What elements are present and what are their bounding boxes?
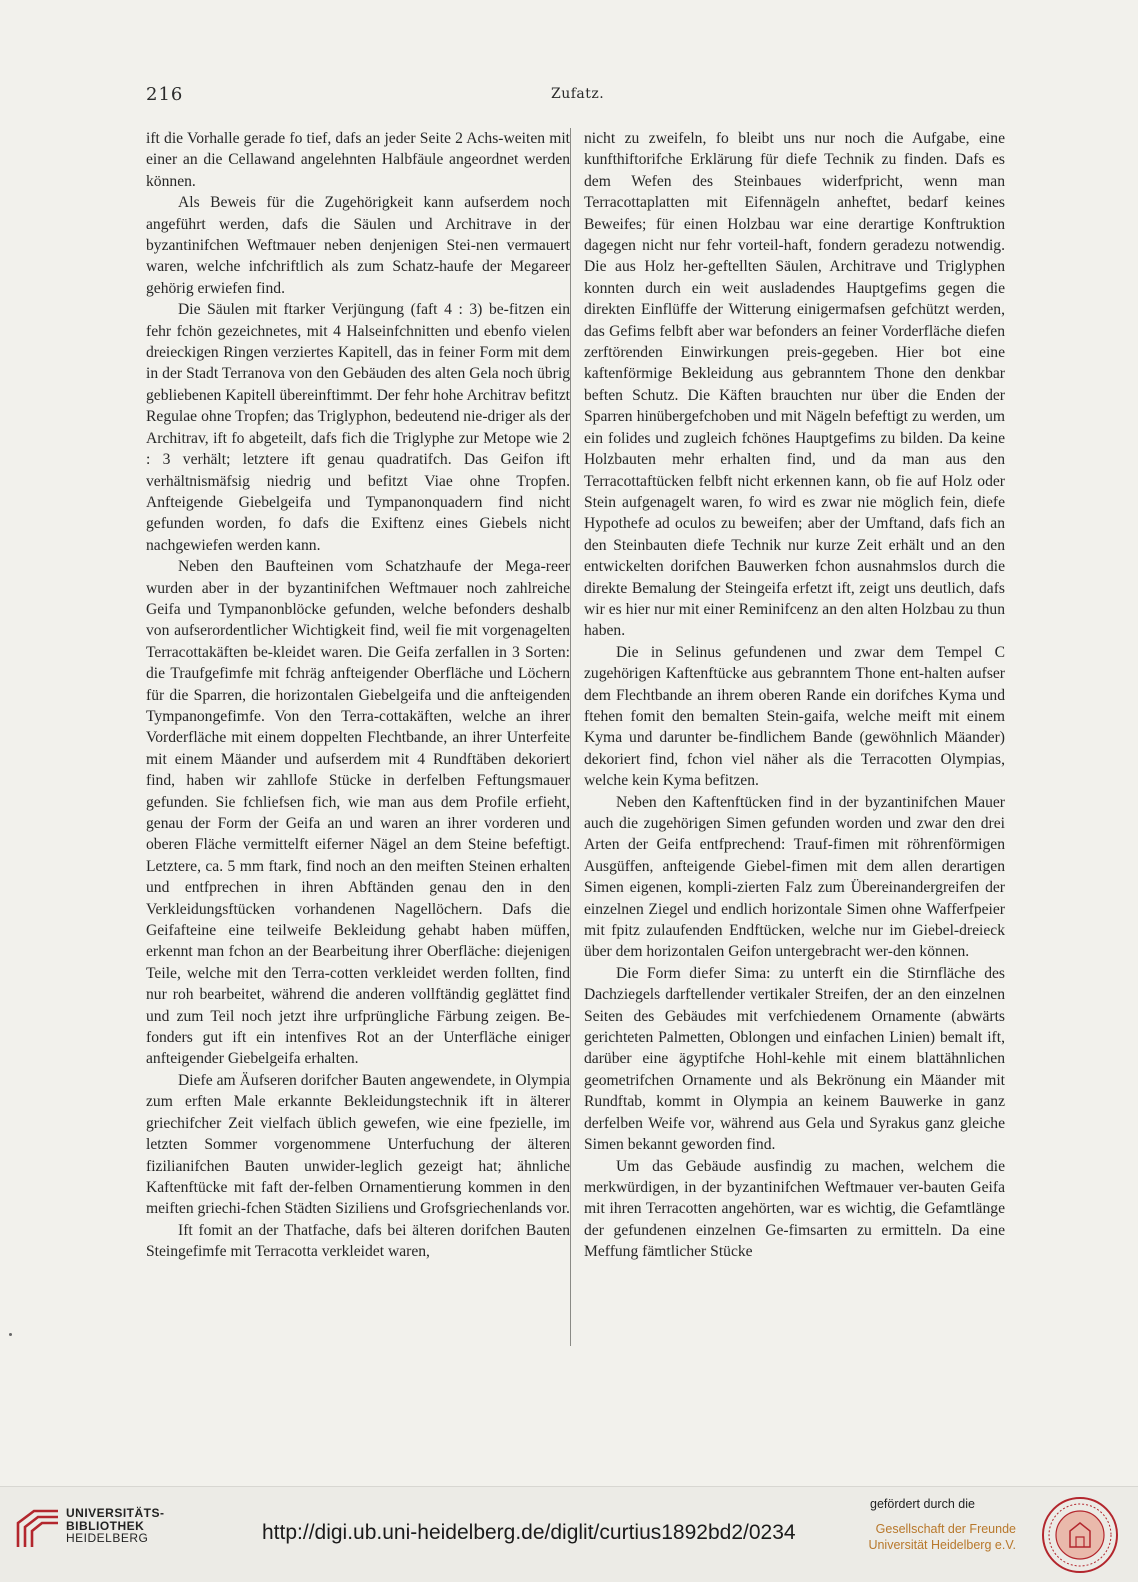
sponsor-label: gefördert durch die [870,1497,975,1511]
permalink-url[interactable]: http://digi.ub.uni-heidelberg.de/diglit/curtius1892bd2/0234 [262,1521,796,1544]
column-divider [570,128,571,1346]
running-title: Zufatz. [551,86,605,102]
library-name-line: UNIVERSITÄTS- [66,1506,165,1520]
paragraph: Um das Gebäude ausfindig zu machen, welchem die merkwürdigen, in der byzantinifchen Weftmauer ver-bauten Geifa mit ihren Terracotten angehörten, war es wichtig, die Gefamtlänge der gefundenen einzelnen Ge-fimsarten zu ermitteln. Da eine Meffung fämtlicher Stücke [584,1157,1005,1261]
paragraph: Die in Selinus gefundenen und zwar dem Tempel C zugehörigen Kaftenftücke aus gebranntem Thone ent-halten aufser dem Flechtbande an ihrem oberen Rande ein dorifches Kyma und ftehen fomit den bemalten Stein-gaifa, welche meift mit einem Kyma und darunter be-findlichem Bande (gewöhnlich Mäander) dekoriert find, fchon viel näher als die Terracotten Olympias, welche kein Kyma befitzen. [584,643,1005,790]
right-text-column [584,128,1005,1263]
society-name-line: Universität Heidelberg e.V. [868,1538,1016,1552]
university-seal-icon [1040,1495,1120,1575]
paragraph: Ift fomit an der Thatfache, dafs bei älteren dorifchen Bauten Steingefimfe mit Terracotta verkleidet waren, [146,1221,570,1261]
paragraph: Neben den Baufteinen vom Schatzhaufe der Mega-reer wurden aber in der byzantinifchen Weftmauer noch zahlreiche Geifa und Tympanonblöcke gefunden, welche befonders deshalb von aufserordentlicher Wichtigkeit find, weil fie mit vorgenagelten Terracottakäften be-kleidet waren. Die Geifa zerfallen in 3 Sorten: die Traufgefimfe mit fchräg anfteigender Oberfläche und Löchern für die Sparren, die horizontalen Giebelgeifa und die anfteigenden Tympanongefimfe. Von den Terra-cottakäften, welche an ihrer Vorderfläche mit einem doppelten Flechtbande, an ihrer Unterfeite mit einem Mäander und aufserdem mit 4 Rundftäben dekoriert find, haben wir zahllofe Stücke in derfelben Feftungsmauer gefunden. Sie fchliefsen fich, wie man aus dem Profile erfieht, genau der Form der Geifa an und waren an ihrer vorderen und oberen Fläche vermittelft eiferner Nägel an dem Steine befeftigt. Letztere, ca. 5 mm ftark, find noch an den meiften Steinen erhalten und entfprechen in ihren Abftänden genau den in den Verkleidungsftücken vorhandenen Nagellöchern. Dafs die Geifafteine eine teilweife Bekleidung gehabt haben müffen, erkennt man fchon an der Bearbeitung ihrer Oberfläche: diejenigen Teile, welche mit den Terra-cotten verkleidet werden follten, find nur roh bearbeitet, während die anderen vollftändig geglättet find und zum Teil noch jetzt ihre urfprüngliche Färbung zeigen. Be-fonders gut ift ein intenfives Rot an der Unterfläche einiger anfteigender Giebelgeifa erhalten. [146,558,570,1068]
paragraph: Die Form diefer Sima: zu unterft ein die Stirnfläche des Dachziegels darftellender vertikaler Streifen, der an den einzelnen Seiten des Gebäudes mit verfchiedenem Ornamente (abwärts gerichteten Palmetten, Oblongen und einfachen Linien) bemalt ift, darüber eine ägyptifche Hohl-kehle mit einem blattähnlichen geometrifchen Ornamente und als Bekrönung ein Mäander mit Rundftab, kommt in Olympia an keinem Bauwerke in ganz derfelben Weife vor, während aus Gela und Syrakus ganz gleiche Simen bekannt geworden find. [584,964,1005,1154]
society-name-line: Gesellschaft der Freunde [875,1522,1016,1536]
library-name-line: HEIDELBERG [66,1531,149,1545]
margin-mark [9,1333,12,1336]
paragraph: nicht zu zweifeln, fo bleibt uns nur noch die Aufgabe, eine kunfthiftorifche Erklärung für diefe Technik zu finden. Dafs es dem Wefen des Steinbaues widerfpricht, wenn man Terracottaplatten mit Eifennägeln anheftet, bedarf keines Beweifes; für einen Holzbau war eine derartige Konftruktion dagegen nicht nur fehr vorteil-haft, fondern geradezu notwendig. Die aus Holz her-geftellten Säulen, Architrave und Triglyphen konnten durch ein weit ausladendes Hauptgefims gegen die direkten Einflüffe der Witterung einigermafsen gefchützt werden, das Gefims felbft aber war befonders an feiner Vorderfläche diefen zerftörenden Einwirkungen preis-gegeben. Hier bot eine kaftenförmige Bekleidung aus gebranntem Thone den denkbar beften Schutz. Die Käften brauchten nur über die Enden der Sparren hinübergefchoben und mit Nägeln befeftigt zu werden, um ein folides und zugleich fchönes Hauptgefims zu bilden. Da keine Holzbauten mehr erhalten find, und da man aus den Terracottaftücken felbft nicht erkennen kann, ob fie auf Holz oder Stein aufgenagelt waren, fo wird es zwar nie möglich fein, diefe Hypothefe ad oculos zu beweifen; aber der Umftand, dafs fich an den Steinbauten diefe Technik nur kurze Zeit erhält und an den entwickelten dorifchen Bauwerken fchon ausnahmslos durch die direkte Bemalung der Steingeifa erfetzt ift, zeigt uns deutlich, dafs wir es hier nur mit einer Reminifcenz an den alten Holzbau zu thun haben. [584,130,1005,640]
page-number: 216 [146,84,184,105]
footer-bar [0,1486,1138,1582]
society-name [866,1521,1016,1553]
paragraph: Diefe am Äufseren dorifcher Bauten angewendete, in Olympia zum erften Male erkannte Bekleidungstechnik ift in älterer griechifcher Zeit vielfach üblich gewefen, wie eine fpezielle, im letzten Sommer vorgenommene Unterfuchung der älteren fizilianifchen Bauten unwider-leglich gezeigt hat; ähnliche Kaftenftücke mit faft der-felben Ornamentierung kommen in den meiften griechi-fchen Städten Siziliens und Grofsgriechenlands vor. [146,1071,570,1218]
paragraph: ift die Vorhalle gerade fo tief, dafs an jeder Seite 2 Achs-weiten mit einer an die Cellawand angelehnten Halbfäule angeordnet werden können. [146,130,570,190]
library-logo-icon [12,1503,64,1555]
paragraph: Die Säulen mit ftarker Verjüngung (faft 4 : 3) be-fitzen ein fehr fchön gezeichnetes, mit 4 Halseinfchnitten und ebenfo vielen dreieckigen Ringen verziertes Kapitell, das in feiner Form mit dem in der Stadt Terranova von den Gebäuden des alten Gela noch übrig gebliebenen Kapitell übereinftimmt. Der fehr hohe Architrav befitzt Regulae ohne Tropfen; das Triglyphon, bedeutend nie-driger als der Architrav, ift fo abgeteilt, dafs fich die Triglyphe zur Metope wie 2 : 3 verhält; letztere ift genau quadratifch. Das Geifon ift verhältnismäfsig niedrig und befitzt Viae ohne Tropfen. Anfteigende Giebelgeifa und Tympanonquadern find nicht gefunden worden, fo dafs die Exiftenz eines Giebels nicht nachgewiefen werden kann. [146,301,570,554]
paragraph: Als Beweis für die Zugehörigkeit kann aufserdem noch angeführt werden, dafs die Säulen und Architrave in der byzantinifchen Weftmauer neben denjenigen Stei-nen vermauert waren, welche infchriftlich als zum Schatz-haufe der Megareer gehörig erwiefen find. [146,194,570,297]
library-name [66,1507,165,1545]
left-text-column [146,128,570,1263]
paragraph: Neben den Kaftenftücken find in der byzantinifchen Mauer auch die zugehörigen Simen gefunden worden und zwar den drei Arten der Geifa entfprechend: Trauf-fimen mit röhrenförmigen Ausgüffen, anfteigende Giebel-fimen mit dem allen derartigen Simen eigenen, kompli-zierten Falz zum Übereinandergreifen der einzelnen Ziegel und endlich horizontale Simen ohne Wafferfpeier mit fpitz zulaufenden Endftücken, welche nur im Giebel-dreieck über dem horizontalen Geifon untergebracht wer-den können. [584,793,1005,961]
library-name-line: BIBLIOTHEK [66,1518,145,1533]
